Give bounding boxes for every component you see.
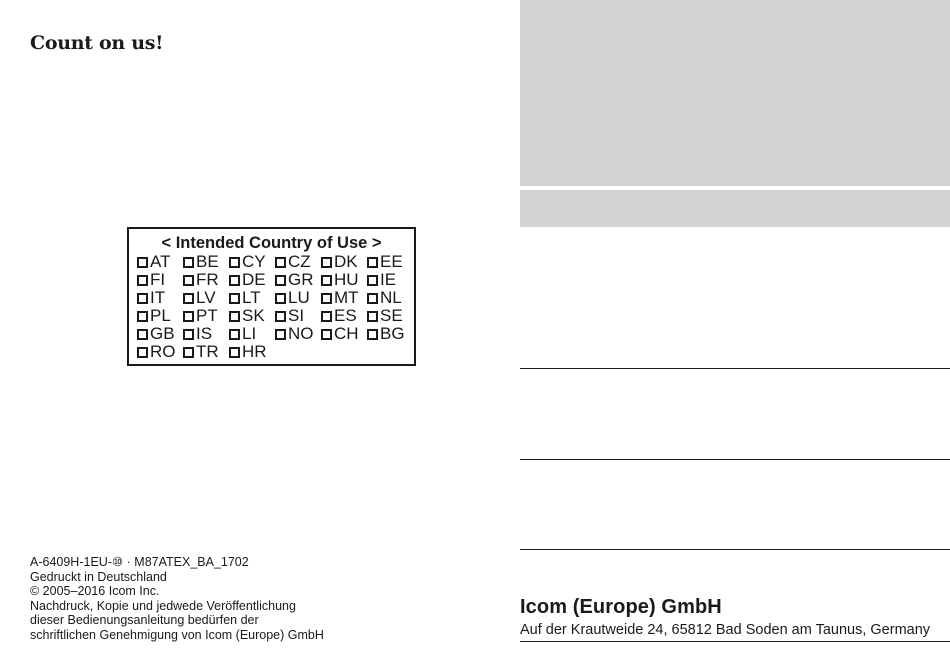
divider-line-3 xyxy=(520,549,950,550)
checkbox-icon[interactable] xyxy=(275,275,286,286)
print-info xyxy=(30,555,324,642)
country-code: CH xyxy=(334,324,359,343)
country-option-se[interactable] xyxy=(367,307,413,325)
country-option-lu[interactable] xyxy=(275,289,321,307)
country-code: RO xyxy=(150,342,176,361)
country-option-hu[interactable] xyxy=(321,271,367,289)
checkbox-icon[interactable] xyxy=(229,275,240,286)
checkbox-icon[interactable] xyxy=(367,311,378,322)
country-option-it[interactable] xyxy=(137,289,183,307)
country-option-hr[interactable] xyxy=(229,343,275,361)
country-code: SE xyxy=(380,306,403,325)
divider-line-1 xyxy=(520,368,950,369)
divider-line-2 xyxy=(520,459,950,460)
country-option-cz[interactable] xyxy=(275,253,321,271)
country-code: CY xyxy=(242,252,266,271)
country-option-de[interactable] xyxy=(229,271,275,289)
country-option-pl[interactable] xyxy=(137,307,183,325)
gray-panel-top xyxy=(520,0,950,186)
country-option-fi[interactable] xyxy=(137,271,183,289)
gray-band xyxy=(520,190,950,227)
checkbox-icon[interactable] xyxy=(137,311,148,322)
country-option-gb[interactable] xyxy=(137,325,183,343)
country-code: PT xyxy=(196,306,218,325)
country-code: DK xyxy=(334,252,358,271)
country-option-es[interactable] xyxy=(321,307,367,325)
country-option-ee[interactable] xyxy=(367,253,413,271)
reprint-notice-line-2: dieser Bedienungsanleitung bedürfen der xyxy=(30,613,259,627)
country-code: LI xyxy=(242,324,257,343)
country-option-nl[interactable] xyxy=(367,289,413,307)
country-code: GB xyxy=(150,324,175,343)
country-code: LT xyxy=(242,288,261,307)
country-code: NL xyxy=(380,288,402,307)
country-option-cy[interactable] xyxy=(229,253,275,271)
country-option-tr[interactable] xyxy=(183,343,229,361)
checkbox-icon[interactable] xyxy=(367,275,378,286)
checkbox-icon[interactable] xyxy=(275,257,286,268)
country-option-sk[interactable] xyxy=(229,307,275,325)
country-code: IS xyxy=(196,324,213,343)
country-code: SK xyxy=(242,306,265,325)
printed-in: Gedruckt in Deutschland xyxy=(30,569,167,584)
country-code: NO xyxy=(288,324,314,343)
checkbox-icon[interactable] xyxy=(321,293,332,304)
country-code: HU xyxy=(334,270,359,289)
checkbox-icon[interactable] xyxy=(183,311,194,322)
country-code: CZ xyxy=(288,252,311,271)
checkbox-icon[interactable] xyxy=(275,293,286,304)
checkbox-icon[interactable] xyxy=(321,311,332,322)
country-option-si[interactable] xyxy=(275,307,321,325)
checkbox-icon[interactable] xyxy=(183,257,194,268)
checkbox-icon[interactable] xyxy=(137,347,148,358)
checkbox-icon[interactable] xyxy=(137,329,148,340)
reprint-notice-line-1: Nachdruck, Kopie und jedwede Veröffentlichung xyxy=(30,598,296,613)
country-option-lv[interactable] xyxy=(183,289,229,307)
country-option-mt[interactable] xyxy=(321,289,367,307)
checkbox-icon[interactable] xyxy=(229,347,240,358)
checkbox-icon[interactable] xyxy=(229,293,240,304)
country-option-no[interactable] xyxy=(275,325,321,343)
slogan: Count on us! xyxy=(30,32,164,54)
country-code: BE xyxy=(196,252,219,271)
checkbox-icon[interactable] xyxy=(137,293,148,304)
country-code: IE xyxy=(380,270,397,289)
country-code: MT xyxy=(334,288,359,307)
checkbox-icon[interactable] xyxy=(183,275,194,286)
country-code: FR xyxy=(196,270,219,289)
checkbox-icon[interactable] xyxy=(367,293,378,304)
country-option-gr[interactable] xyxy=(275,271,321,289)
reprint-notice-line-3: schriftlichen Genehmigung von Icom (Europe) GmbH xyxy=(30,627,324,642)
company-name: Icom (Europe) GmbH xyxy=(520,596,722,618)
country-option-ch[interactable] xyxy=(321,325,367,343)
checkbox-icon[interactable] xyxy=(275,311,286,322)
checkbox-icon[interactable] xyxy=(137,257,148,268)
country-option-fr[interactable] xyxy=(183,271,229,289)
country-option-bg[interactable] xyxy=(367,325,413,343)
country-code: PL xyxy=(150,306,171,325)
country-option-at[interactable] xyxy=(137,253,183,271)
country-code: SI xyxy=(288,306,305,325)
country-option-dk[interactable] xyxy=(321,253,367,271)
country-code: ES xyxy=(334,306,357,325)
checkbox-icon[interactable] xyxy=(229,329,240,340)
country-code: TR xyxy=(196,342,219,361)
document-code: A-6409H-1EU-⑩ · M87ATEX_BA_1702 xyxy=(30,555,249,569)
company-address: Auf der Krautweide 24, 65812 Bad Soden am Taunus, Germany xyxy=(520,622,931,638)
checkbox-icon[interactable] xyxy=(275,329,286,340)
copyright: © 2005–2016 Icom Inc. xyxy=(30,584,160,598)
country-code: IT xyxy=(150,288,166,307)
country-option-be[interactable] xyxy=(183,253,229,271)
country-code: GR xyxy=(288,270,314,289)
checkbox-icon[interactable] xyxy=(321,275,332,286)
checkbox-icon[interactable] xyxy=(229,311,240,322)
country-code: BG xyxy=(380,324,405,343)
country-code: LV xyxy=(196,288,216,307)
checkbox-icon[interactable] xyxy=(183,293,194,304)
checkbox-icon[interactable] xyxy=(183,347,194,358)
checkbox-icon[interactable] xyxy=(367,329,378,340)
country-code: LU xyxy=(288,288,310,307)
checkbox-icon[interactable] xyxy=(137,275,148,286)
checkbox-icon[interactable] xyxy=(321,257,332,268)
country-code: FI xyxy=(150,270,166,289)
intended-country-box xyxy=(127,227,416,366)
country-code: EE xyxy=(380,252,403,271)
divider-line-bottom xyxy=(520,641,950,642)
country-code: AT xyxy=(150,252,171,271)
country-option-is[interactable] xyxy=(183,325,229,343)
country-option-lt[interactable] xyxy=(229,289,275,307)
country-box-title: < Intended Country of Use > xyxy=(161,234,382,252)
checkbox-icon[interactable] xyxy=(229,257,240,268)
country-option-pt[interactable] xyxy=(183,307,229,325)
country-option-ro[interactable] xyxy=(137,343,183,361)
country-code: DE xyxy=(242,270,266,289)
checkbox-icon[interactable] xyxy=(321,329,332,340)
checkbox-icon[interactable] xyxy=(183,329,194,340)
checkbox-icon[interactable] xyxy=(367,257,378,268)
country-option-ie[interactable] xyxy=(367,271,413,289)
country-code: HR xyxy=(242,342,267,361)
country-grid xyxy=(137,253,413,361)
country-option-li[interactable] xyxy=(229,325,275,343)
